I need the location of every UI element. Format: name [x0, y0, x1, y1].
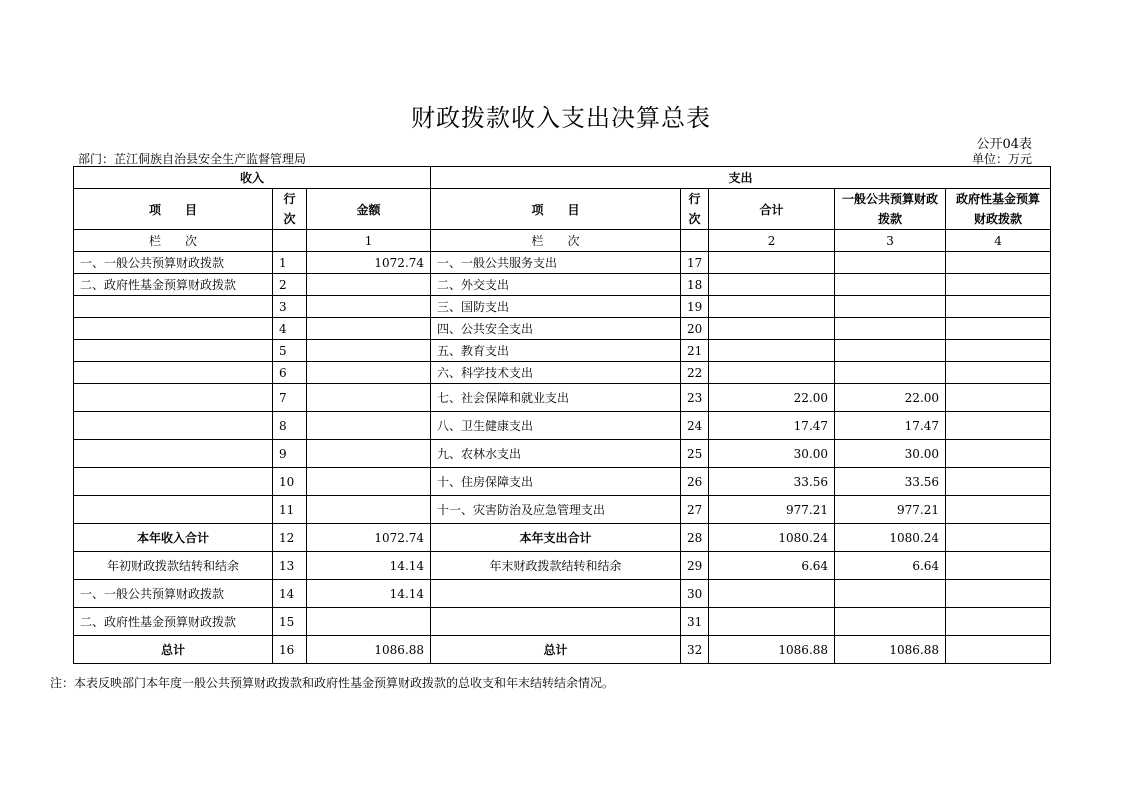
income-header: 收入 — [74, 167, 431, 189]
table-row — [74, 296, 1051, 318]
table-row — [74, 496, 1051, 524]
income-row-no-cell: 13 — [273, 552, 307, 580]
income-amount-cell — [307, 318, 431, 340]
expense-total-cell — [709, 580, 835, 608]
expense-row-no-header: 行次 — [681, 189, 709, 230]
gov-fund-cell — [946, 636, 1051, 664]
unit-label: 单位：万元 — [971, 152, 1032, 166]
income-col-number: 1 — [307, 230, 431, 252]
gov-fund-cell — [946, 384, 1051, 412]
expense-row-no-cell: 29 — [681, 552, 709, 580]
expense-row-no-cell: 26 — [681, 468, 709, 496]
gov-fund-cell — [946, 580, 1051, 608]
income-amount-cell: 1072.74 — [307, 252, 431, 274]
general-budget-cell: 30.00 — [835, 440, 946, 468]
income-row-no-cell: 16 — [273, 636, 307, 664]
income-amount-cell — [307, 362, 431, 384]
table-row — [74, 252, 1051, 274]
department-label: 部门：芷江侗族自治县安全生产监督管理局 — [78, 152, 307, 166]
expense-row-no-cell: 32 — [681, 636, 709, 664]
income-item-header: 项 目 — [74, 189, 273, 230]
expense-item-cell: 五、教育支出 — [431, 340, 681, 362]
expense-item-cell: 总计 — [431, 636, 681, 664]
expense-total-cell — [709, 318, 835, 340]
income-amount-cell: 14.14 — [307, 552, 431, 580]
expense-total-cell: 1086.88 — [709, 636, 835, 664]
general-budget-cell: 1086.88 — [835, 636, 946, 664]
income-item-cell: 一、一般公共预算财政拨款 — [74, 580, 273, 608]
expense-total-cell: 17.47 — [709, 412, 835, 440]
expense-total-cell — [709, 274, 835, 296]
expense-row-no-cell: 27 — [681, 496, 709, 524]
expense-row-no-cell: 30 — [681, 580, 709, 608]
expense-col-number-2: 2 — [709, 230, 835, 252]
income-amount-cell: 1086.88 — [307, 636, 431, 664]
income-amount-cell — [307, 296, 431, 318]
income-row-no-cell: 4 — [273, 318, 307, 340]
expense-item-cell: 本年支出合计 — [431, 524, 681, 552]
income-item-cell — [74, 384, 273, 412]
income-row-no-cell: 6 — [273, 362, 307, 384]
form-number: 公开04表 — [976, 137, 1032, 152]
general-budget-cell: 22.00 — [835, 384, 946, 412]
expense-row-no-cell: 20 — [681, 318, 709, 340]
expense-total-cell — [709, 608, 835, 636]
gov-fund-cell — [946, 440, 1051, 468]
general-budget-cell — [835, 274, 946, 296]
expense-row-no-cell: 21 — [681, 340, 709, 362]
general-budget-cell: 33.56 — [835, 468, 946, 496]
income-row-no-cell: 10 — [273, 468, 307, 496]
expense-total-cell: 977.21 — [709, 496, 835, 524]
expense-item-header: 项 目 — [431, 189, 681, 230]
table-row — [74, 552, 1051, 580]
income-row-no-cell: 3 — [273, 296, 307, 318]
income-item-cell — [74, 318, 273, 340]
gov-fund-cell — [946, 608, 1051, 636]
expense-item-cell: 十、住房保障支出 — [431, 468, 681, 496]
income-item-cell — [74, 296, 273, 318]
expense-col-number-4: 4 — [946, 230, 1051, 252]
table-row — [74, 412, 1051, 440]
general-budget-cell — [835, 252, 946, 274]
gov-fund-cell — [946, 274, 1051, 296]
income-amount-cell — [307, 274, 431, 296]
gov-fund-cell — [946, 412, 1051, 440]
expense-item-cell: 七、社会保障和就业支出 — [431, 384, 681, 412]
expense-row-no-cell: 28 — [681, 524, 709, 552]
expense-item-cell: 年末财政拨款结转和结余 — [431, 552, 681, 580]
gov-fund-cell — [946, 496, 1051, 524]
expense-row-no-cell: 24 — [681, 412, 709, 440]
expense-item-cell: 九、农林水支出 — [431, 440, 681, 468]
income-row-no-cell: 9 — [273, 440, 307, 468]
income-col-blank — [273, 230, 307, 252]
gov-fund-header: 政府性基金预算财政拨款 — [946, 189, 1051, 230]
general-budget-cell: 6.64 — [835, 552, 946, 580]
table-row — [74, 440, 1051, 468]
expense-total-cell: 1080.24 — [709, 524, 835, 552]
general-budget-cell — [835, 318, 946, 340]
expense-total-cell — [709, 362, 835, 384]
income-amount-cell: 1072.74 — [307, 524, 431, 552]
expense-item-cell: 四、公共安全支出 — [431, 318, 681, 340]
table-row — [74, 636, 1051, 664]
income-item-cell — [74, 440, 273, 468]
expense-total-header: 合计 — [709, 189, 835, 230]
table-row — [74, 524, 1051, 552]
income-item-cell — [74, 468, 273, 496]
expense-total-cell: 33.56 — [709, 468, 835, 496]
expense-row-no-cell: 25 — [681, 440, 709, 468]
table-row — [74, 362, 1051, 384]
expense-item-cell — [431, 608, 681, 636]
income-amount-header: 金额 — [307, 189, 431, 230]
income-item-cell: 二、政府性基金预算财政拨款 — [74, 274, 273, 296]
expense-total-cell: 6.64 — [709, 552, 835, 580]
expense-item-cell: 六、科学技术支出 — [431, 362, 681, 384]
expense-row-no-cell: 22 — [681, 362, 709, 384]
table-row — [74, 340, 1051, 362]
expense-total-cell — [709, 296, 835, 318]
expense-item-cell: 十一、灾害防治及应急管理支出 — [431, 496, 681, 524]
gov-fund-cell — [946, 318, 1051, 340]
general-budget-cell — [835, 608, 946, 636]
expense-item-cell: 一、一般公共服务支出 — [431, 252, 681, 274]
income-row-no-cell: 15 — [273, 608, 307, 636]
general-budget-cell — [835, 580, 946, 608]
income-amount-cell — [307, 496, 431, 524]
income-row-no-cell: 7 — [273, 384, 307, 412]
gov-fund-cell — [946, 524, 1051, 552]
expense-item-cell — [431, 580, 681, 608]
expense-col-number-3: 3 — [835, 230, 946, 252]
income-item-cell: 本年收入合计 — [74, 524, 273, 552]
income-amount-cell — [307, 608, 431, 636]
expense-item-cell: 八、卫生健康支出 — [431, 412, 681, 440]
gov-fund-cell — [946, 340, 1051, 362]
income-item-cell — [74, 362, 273, 384]
income-item-cell: 年初财政拨款结转和结余 — [74, 552, 273, 580]
expense-item-cell: 三、国防支出 — [431, 296, 681, 318]
table-row — [74, 608, 1051, 636]
expense-row-no-cell: 17 — [681, 252, 709, 274]
gov-fund-cell — [946, 362, 1051, 384]
expense-row-no-cell: 31 — [681, 608, 709, 636]
income-amount-cell: 14.14 — [307, 580, 431, 608]
expense-col-label: 栏 次 — [431, 230, 681, 252]
income-row-no-cell: 8 — [273, 412, 307, 440]
expense-total-cell — [709, 252, 835, 274]
expense-item-cell: 二、外交支出 — [431, 274, 681, 296]
table-row — [74, 580, 1051, 608]
gov-fund-cell — [946, 468, 1051, 496]
expense-row-no-cell: 18 — [681, 274, 709, 296]
income-item-cell: 一、一般公共预算财政拨款 — [74, 252, 273, 274]
general-budget-cell — [835, 362, 946, 384]
income-row-no-cell: 2 — [273, 274, 307, 296]
footnote: 注：本表反映部门本年度一般公共预算财政拨款和政府性基金预算财政拨款的总收支和年末结转结余情况。 — [50, 676, 615, 690]
expense-row-no-cell: 19 — [681, 296, 709, 318]
table-row — [74, 274, 1051, 296]
income-item-cell — [74, 340, 273, 362]
general-budget-header: 一般公共预算财政拨款 — [835, 189, 946, 230]
income-row-no-cell: 12 — [273, 524, 307, 552]
income-row-no-cell: 1 — [273, 252, 307, 274]
income-amount-cell — [307, 412, 431, 440]
budget-summary-table — [73, 166, 1051, 664]
income-item-cell: 总计 — [74, 636, 273, 664]
income-item-cell — [74, 412, 273, 440]
gov-fund-cell — [946, 296, 1051, 318]
income-amount-cell — [307, 440, 431, 468]
general-budget-cell: 17.47 — [835, 412, 946, 440]
income-row-no-header: 行次 — [273, 189, 307, 230]
gov-fund-cell — [946, 552, 1051, 580]
income-amount-cell — [307, 384, 431, 412]
page-title: 财政拨款收入支出决算总表 — [411, 104, 711, 132]
income-col-label: 栏 次 — [74, 230, 273, 252]
gov-fund-cell — [946, 252, 1051, 274]
income-item-cell — [74, 496, 273, 524]
table-row — [74, 468, 1051, 496]
income-row-no-cell: 14 — [273, 580, 307, 608]
expense-col-blank — [681, 230, 709, 252]
general-budget-cell: 1080.24 — [835, 524, 946, 552]
general-budget-cell — [835, 296, 946, 318]
expense-row-no-cell: 23 — [681, 384, 709, 412]
general-budget-cell — [835, 340, 946, 362]
income-row-no-cell: 11 — [273, 496, 307, 524]
income-amount-cell — [307, 340, 431, 362]
income-row-no-cell: 5 — [273, 340, 307, 362]
expense-total-cell: 22.00 — [709, 384, 835, 412]
general-budget-cell: 977.21 — [835, 496, 946, 524]
table-row — [74, 318, 1051, 340]
expense-header: 支出 — [431, 167, 1051, 189]
income-item-cell: 二、政府性基金预算财政拨款 — [74, 608, 273, 636]
expense-total-cell — [709, 340, 835, 362]
table-row — [74, 384, 1051, 412]
income-amount-cell — [307, 468, 431, 496]
expense-total-cell: 30.00 — [709, 440, 835, 468]
